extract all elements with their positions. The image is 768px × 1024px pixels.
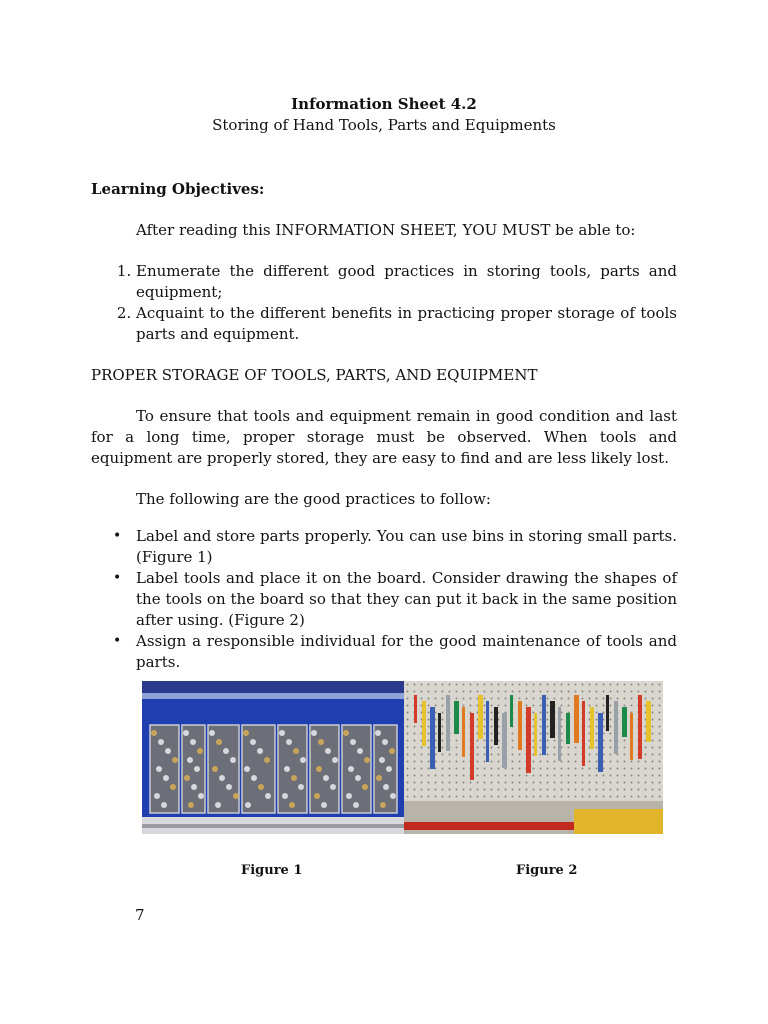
section-heading: PROPER STORAGE OF TOOLS, PARTS, AND EQUIPMENT <box>91 366 538 384</box>
practice-text: Label and store parts properly. You can use bins in storing small parts. (Figure 1) <box>136 527 677 566</box>
objectives-heading: Learning Objectives: <box>91 180 265 198</box>
document-body <box>91 94 677 673</box>
figures-row <box>142 681 663 834</box>
practice-item <box>113 526 677 568</box>
practice-item <box>113 631 677 673</box>
objectives-intro: After reading this INFORMATION SHEET, YOU MUST be able to: <box>136 221 636 239</box>
bullet-icon: • <box>113 528 122 544</box>
tool-drawer-photo <box>142 681 404 834</box>
page-subtitle: Storing of Hand Tools, Parts and Equipments <box>212 116 556 134</box>
practices-list <box>91 526 677 673</box>
practice-text: Label tools and place it on the board. Consider drawing the shapes of the tools on the board so that they can put it back in the same position after using. (Figure 2) <box>136 569 677 629</box>
pegboard-photo <box>404 681 663 834</box>
bullet-icon: • <box>113 633 122 649</box>
figure-1-image <box>142 681 404 834</box>
section-paragraph: To ensure that tools and equipment remain in good condition and last for a long time, proper storage must be observed. When tools and equipment are properly stored, they are easy to find and are less likely lost. <box>91 407 677 467</box>
bullet-icon: • <box>113 570 122 586</box>
figure-2-image <box>404 681 663 834</box>
practice-text: Assign a responsible individual for the good maintenance of tools and parts. <box>136 632 677 671</box>
objective-item: 2. Acquaint to the different benefits in practicing proper storage of tools parts and equipment. <box>136 303 677 345</box>
objective-item: 1. Enumerate the different good practices in storing tools, parts and equipment; <box>136 261 677 303</box>
practices-intro: The following are the good practices to follow: <box>136 490 491 508</box>
practice-item <box>113 568 677 631</box>
objectives-list <box>91 261 677 345</box>
page-title: Information Sheet 4.2 <box>291 95 477 113</box>
figure-2-caption: Figure 2 <box>516 863 578 878</box>
page-number: 7 <box>135 906 145 924</box>
figure-1-caption: Figure 1 <box>241 863 303 878</box>
